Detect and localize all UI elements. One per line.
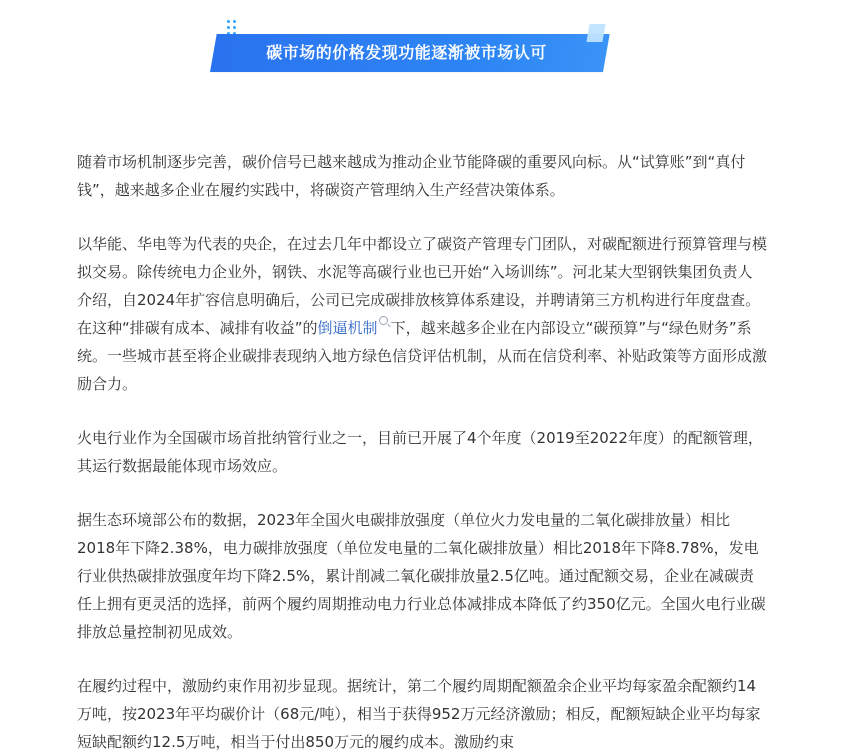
paragraph-1: 随着市场机制逐步完善，碳价信号已越来越成为推动企业节能降碳的重要风向标。从“试算账”到“真付钱”，越来越多企业在履约实践中，将碳资产管理纳入生产经营决策体系。 [77,153,746,199]
paragraph-5: 在履约过程中，激励约束作用初步显现。据统计，第二个履约周期配额盈余企业平均每家盈余配额约14万吨，按2023年平均碳价计（68元/吨），相当于获得952万元经济激励；相反，配额短缺企业平均每家短缺配额约12.5万吨，相当于付出850万元的履约成本。激励约束 [77,677,761,751]
inline-link-daobi-mechanism[interactable]: 倒逼机制 [317,319,378,337]
paragraph-2-text-before: 以华能、华电等为代表的央企，在过去几年中都设立了碳资产管理专门团队，对碳配额进行预算管理与模拟交易。除传统电力企业外，钢铁、水泥等高碳行业也已开始“入场训练”。河北某大型钢铁集团负责人介绍，自2024年扩容信息明确后，公司已完成碳排放核算体系建设，并聘请第三方机构进行年度盘查。在这种“排碳有成本、减排有收益”的 [77,235,768,337]
search-icon[interactable] [379,316,388,325]
paragraph-3: 火电行业作为全国碳市场首批纳管行业之一，目前已开展了4个年度（2019至2022年度）的配额管理，其运行数据最能体现市场效应。 [77,429,763,475]
article-body [77,148,767,756]
section-header [210,20,610,76]
section-title: 碳市场的价格发现功能逐渐被市场认可 [266,43,547,62]
paragraph-2-text-after: 下，越来越多企业在内部设立“碳预算”与“绿色财务”系统。一些城市甚至将企业碳排表现纳入地方绿色信贷评估机制，从而在信贷利率、补贴政策等方面形成激励合力。 [77,319,768,393]
paragraph-2 [77,230,767,398]
paragraph-4: 据生态环境部公布的数据，2023年全国火电碳排放强度（单位火力发电量的二氧化碳排放量）相比2018年下降2.38%，电力碳排放强度（单位发电量的二氧化碳排放量）相比2018年下降8.78%，发电行业供热碳排放强度年均下降2.5%，累计削减二氧化碳排放量2.5亿吨。通过配额交易，企业在减碳责任上拥有更灵活的选择，前两个履约周期推动电力行业总体减排成本降低了约350亿元。全国火电行业碳排放总量控制初见成效。 [77,511,766,641]
